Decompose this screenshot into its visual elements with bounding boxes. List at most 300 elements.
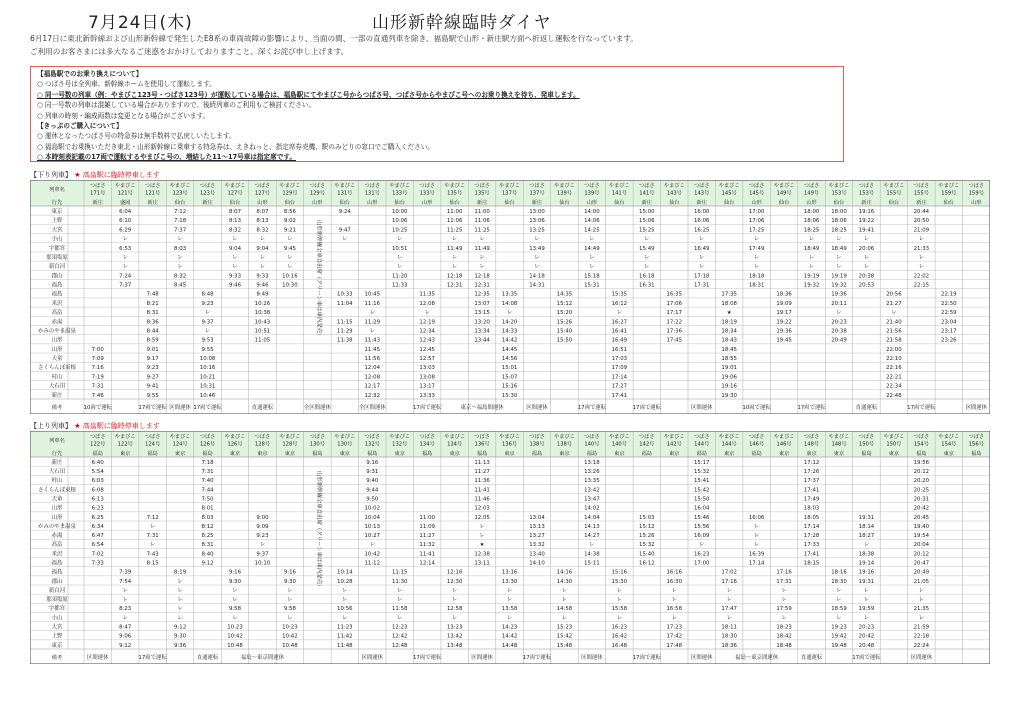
train-destination: 東京: [833, 451, 845, 457]
timetable-cell: [666, 338, 682, 344]
svg-text:8:12: 8:12: [201, 523, 214, 530]
timetable-cell: [776, 338, 792, 344]
svg-text:11:32: 11:32: [419, 542, 435, 549]
svg-text:14:49: 14:49: [584, 245, 600, 252]
svg-text:12:17: 12:17: [364, 383, 381, 390]
timetable-cell: [859, 227, 875, 233]
svg-text:13:27: 13:27: [529, 533, 545, 540]
train-number: 148号: [803, 441, 820, 448]
svg-text:16:00: 16:00: [693, 208, 710, 215]
svg-text:19:22: 19:22: [776, 319, 792, 326]
timetable-cell: [809, 255, 814, 261]
svg-text:12:31: 12:31: [446, 282, 463, 289]
svg-text:17:37: 17:37: [803, 478, 820, 485]
svg-text:レ: レ: [397, 236, 403, 243]
timetable-cell: [200, 374, 216, 380]
timetable-cell: [776, 570, 792, 576]
station-name: 郡山: [51, 578, 63, 585]
train-number: 130号: [337, 441, 353, 448]
svg-text:22:16: 22:16: [886, 365, 902, 372]
up-caption-label: 【上り列車】: [30, 422, 72, 430]
train-note: 17両で運転: [138, 655, 167, 661]
svg-text:レ: レ: [918, 254, 925, 261]
timetable-cell: [584, 469, 600, 475]
station-name: 村山: [51, 478, 63, 485]
train-note: 直通運転: [196, 655, 219, 661]
timetable-cell: [282, 273, 298, 279]
svg-text:8:59: 8:59: [146, 337, 159, 344]
svg-text:レ: レ: [232, 264, 238, 271]
station-name: 上野: [51, 218, 63, 225]
notice-heading-transfer: 【福島駅でのお乗り換えについて】: [37, 70, 143, 78]
timetable-cell: [639, 283, 655, 289]
timetable-cell: [749, 551, 765, 557]
timetable-cell: [119, 606, 131, 612]
timetable-cell: [342, 597, 347, 603]
notice-item-7: ○ 本時刻表記載の17両で運転するやまびこ号の、増結した11～17号車は指定席です。: [37, 153, 296, 162]
timetable-cell: [612, 338, 628, 344]
svg-text:11:36: 11:36: [474, 478, 490, 485]
timetable-cell: [200, 384, 216, 390]
train-number: 121号: [117, 190, 133, 197]
timetable-cell: [201, 347, 213, 353]
station-name: 大石田: [48, 383, 66, 390]
timetable-cell: [92, 393, 105, 399]
timetable-cell: [424, 310, 429, 316]
station-name: 小山: [51, 236, 63, 243]
timetable-cell: [886, 374, 902, 380]
train-destination: 仙台: [504, 200, 515, 206]
station-name: さくらんぼ東根: [38, 365, 76, 372]
timetable-cell: [392, 570, 408, 576]
train-note: 東京～福島間運休: [460, 405, 504, 411]
svg-text:11:49: 11:49: [446, 245, 463, 252]
timetable-cell: [364, 292, 380, 298]
svg-text:19:32: 19:32: [831, 282, 847, 289]
timetable-cell: [201, 515, 213, 521]
svg-text:17:35: 17:35: [721, 291, 737, 298]
timetable-cell: [287, 588, 292, 594]
timetable-cell: [502, 374, 518, 380]
timetable-cell: [284, 227, 296, 233]
timetable-cell: [474, 301, 490, 307]
svg-text:12:19: 12:19: [419, 319, 435, 326]
svg-text:17:47: 17:47: [721, 606, 737, 613]
intro-line-2: ご利用のお客さまには多大なるご迷惑をおかけしておりますこと、深くお詫び申し上げます。: [30, 47, 349, 56]
train-destination: 東京: [229, 451, 241, 457]
timetable-cell: [804, 478, 820, 484]
timetable-cell: [859, 533, 875, 539]
svg-text:9:12: 9:12: [174, 624, 187, 631]
timetable-cell: [914, 551, 930, 557]
train-name: やまびこ: [444, 183, 466, 189]
train-name: やまびこ: [444, 434, 466, 440]
timetable-cell: [859, 283, 875, 289]
timetable-cell: [392, 625, 408, 631]
train-destination: 新庄: [696, 200, 707, 206]
svg-text:15:03: 15:03: [639, 514, 655, 521]
timetable-cell: [92, 460, 105, 466]
svg-text:11:04: 11:04: [337, 300, 353, 307]
svg-text:9:50: 9:50: [366, 496, 379, 503]
timetable-cell: [804, 283, 820, 289]
svg-text:10:14: 10:14: [337, 569, 353, 576]
timetable-cell: [447, 634, 463, 640]
svg-text:23:26: 23:26: [941, 337, 957, 344]
svg-text:18:25: 18:25: [803, 227, 820, 234]
svg-text:14:25: 14:25: [584, 227, 600, 234]
timetable-cell: [776, 643, 792, 649]
svg-text:13:48: 13:48: [446, 642, 463, 649]
train-destination: 仙台: [339, 200, 351, 206]
train-name: やまびこ: [114, 434, 136, 440]
train-note: 17両で運転: [522, 655, 552, 661]
svg-text:19:01: 19:01: [721, 365, 737, 372]
svg-text:22:59: 22:59: [941, 310, 957, 317]
svg-text:14:33: 14:33: [501, 328, 518, 335]
svg-text:18:23: 18:23: [776, 624, 792, 631]
timetable-cell: [721, 292, 737, 298]
svg-text:8:48: 8:48: [201, 291, 214, 298]
svg-text:13:58: 13:58: [501, 606, 518, 613]
svg-text:17:06: 17:06: [666, 300, 683, 307]
timetable-cell: [529, 524, 545, 530]
train-destination: 東京: [943, 451, 955, 457]
svg-text:レ: レ: [342, 615, 348, 622]
svg-text:13:04: 13:04: [529, 514, 545, 521]
timetable-cell: [666, 570, 682, 576]
svg-text:8:23: 8:23: [119, 606, 132, 613]
timetable-cell: [229, 570, 242, 576]
train-destination: 仙台: [614, 200, 625, 206]
timetable-cell: [284, 579, 297, 585]
timetable-cell: [119, 218, 132, 224]
timetable-cell: [392, 246, 408, 252]
timetable-cell: [557, 310, 573, 316]
train-name: つばさ: [89, 183, 106, 189]
timetable-cell: [914, 533, 930, 539]
timetable-cell: [804, 506, 820, 512]
down-timetable: [30, 180, 990, 414]
timetable-cell: [914, 506, 930, 512]
star-icon: ★: [74, 171, 81, 179]
station-name: 大宮: [51, 227, 63, 234]
timetable-cell: [776, 606, 792, 612]
timetable-cell: [831, 227, 847, 233]
train-destination: 仙台: [559, 200, 570, 206]
svg-text:12:03: 12:03: [474, 505, 490, 512]
timetable-cell: [699, 255, 704, 261]
svg-text:11:35: 11:35: [419, 291, 435, 298]
station-name: さくらんぼ東根: [38, 487, 76, 494]
train-name: やまびこ: [938, 434, 960, 440]
train-name: つばさ: [364, 183, 381, 189]
train-name: つばさ: [419, 183, 435, 189]
svg-text:レ: レ: [863, 597, 870, 604]
svg-text:レ: レ: [149, 523, 156, 530]
notice-item-3: ○ 同一号数の列車は混雑している場合がありますので、後続列車のご利用もご検討ください。: [37, 101, 316, 110]
timetable-cell: [447, 283, 463, 289]
train-number: 146号: [776, 441, 792, 448]
train-destination: 福島: [586, 451, 598, 457]
svg-text:17:12: 17:12: [803, 459, 820, 466]
svg-text:20:06: 20:06: [858, 245, 875, 252]
timetable-cell: [694, 469, 710, 475]
svg-text:22:18: 22:18: [913, 633, 930, 640]
train-number: 140号: [584, 441, 600, 448]
svg-text:14:08: 14:08: [501, 300, 518, 307]
down-label-train: 列車名: [49, 187, 65, 193]
svg-text:レ: レ: [177, 606, 183, 613]
timetable-cell: [721, 634, 737, 640]
svg-text:9:23: 9:23: [146, 365, 159, 372]
train-name: やまびこ: [663, 434, 685, 440]
timetable-cell: [419, 524, 435, 530]
svg-text:16:41: 16:41: [611, 328, 628, 335]
train-name: やまびこ: [169, 183, 191, 189]
timetable-cell: [859, 625, 875, 631]
svg-text:22:48: 22:48: [886, 392, 902, 399]
timetable-cell: [147, 301, 159, 307]
timetable-cell: [337, 292, 353, 298]
timetable-cell: [337, 301, 353, 307]
timetable-cell: [941, 301, 957, 307]
train-name: やまびこ: [608, 434, 630, 440]
svg-text:14:48: 14:48: [501, 642, 518, 649]
train-note: 17両で運転: [632, 405, 662, 411]
svg-text:レ: レ: [836, 597, 842, 604]
timetable-cell: [479, 524, 484, 530]
svg-text:レ: レ: [753, 533, 760, 540]
svg-text:7:18: 7:18: [201, 459, 214, 466]
down-label-note: 備考: [51, 405, 63, 411]
svg-text:11:00: 11:00: [474, 208, 490, 215]
svg-text:7:40: 7:40: [201, 478, 214, 485]
svg-text:15:26: 15:26: [639, 533, 655, 540]
svg-text:18:06: 18:06: [831, 218, 847, 225]
timetable-cell: [831, 301, 847, 307]
svg-text:19:31: 19:31: [858, 578, 875, 585]
station-name: 大石田: [48, 469, 66, 476]
timetable-cell: [639, 227, 655, 233]
train-name: つばさ: [693, 434, 710, 440]
timetable-cell: [864, 597, 869, 603]
svg-text:7:31: 7:31: [201, 469, 214, 476]
svg-text:7:12: 7:12: [174, 208, 187, 215]
svg-text:レ: レ: [397, 615, 403, 622]
svg-text:19:48: 19:48: [831, 642, 847, 649]
svg-text:レ: レ: [726, 615, 732, 622]
timetable-cell: [366, 478, 379, 484]
timetable-cell: [804, 218, 820, 224]
train-name: つばさ: [639, 434, 655, 440]
timetable-cell: [392, 634, 408, 640]
svg-text:16:31: 16:31: [639, 282, 655, 289]
timetable-cell: [201, 551, 214, 557]
timetable-cell: [177, 588, 182, 594]
timetable-cell: [529, 551, 545, 557]
timetable-cell: [474, 319, 490, 325]
station-name: かみのやま温泉: [38, 523, 76, 530]
svg-text:19:16: 19:16: [721, 383, 737, 390]
train-number: 146号: [749, 441, 765, 448]
timetable-cell: [474, 487, 490, 493]
svg-text:レ: レ: [534, 236, 540, 243]
timetable-cell: [831, 218, 847, 224]
train-name: つばさ: [913, 183, 930, 189]
svg-text:レ: レ: [232, 615, 238, 622]
svg-text:13:03: 13:03: [419, 365, 435, 372]
svg-text:レ: レ: [753, 542, 760, 549]
timetable-cell: [284, 570, 297, 576]
svg-text:レ: レ: [863, 542, 870, 549]
svg-text:15:26: 15:26: [556, 319, 573, 326]
svg-text:レ: レ: [451, 236, 458, 243]
svg-text:21:35: 21:35: [913, 606, 930, 613]
timetable-cell: [397, 597, 402, 603]
timetable-cell: [914, 497, 930, 503]
svg-text:17:36: 17:36: [666, 328, 683, 335]
svg-text:9:09: 9:09: [256, 523, 269, 530]
timetable-cell: [92, 551, 104, 557]
svg-text:17:14: 17:14: [611, 374, 628, 381]
timetable-cell: [914, 469, 930, 475]
timetable-cell: [339, 227, 351, 233]
timetable-cell: [754, 255, 759, 261]
train-destination: 新庄: [202, 200, 213, 206]
timetable-cell: [92, 524, 105, 530]
svg-text:18:38: 18:38: [858, 551, 875, 558]
svg-text:レ: レ: [342, 587, 348, 594]
svg-text:10:42: 10:42: [227, 633, 243, 640]
timetable-cell: [502, 625, 518, 631]
svg-text:レ: レ: [836, 264, 842, 271]
svg-text:17:23: 17:23: [666, 624, 683, 631]
svg-text:17:42: 17:42: [666, 633, 683, 640]
timetable-cell: [452, 255, 457, 261]
timetable-cell: [612, 579, 628, 585]
train-destination: 福島: [367, 451, 378, 457]
train-name: つばさ: [419, 434, 435, 440]
svg-text:12:31: 12:31: [474, 282, 490, 289]
station-name: 天童: [51, 356, 63, 363]
svg-text:18:48: 18:48: [776, 642, 792, 649]
svg-text:6:23: 6:23: [91, 505, 104, 512]
svg-text:レ: レ: [836, 310, 842, 317]
timetable-cell: [229, 273, 241, 279]
timetable-cell: [337, 643, 353, 649]
train-number: 131号: [364, 190, 380, 197]
timetable-cell: [584, 460, 600, 466]
station-name: 上野: [51, 633, 63, 640]
train-name: つばさ: [584, 183, 600, 189]
notice-item-6: ○ 福島駅でお乗換いただき東北・山形新幹線に乗車する特急券は、えきねっと、指定席券売機、駅のみどりの窓口でご購入ください。: [37, 142, 434, 151]
svg-text:8:07: 8:07: [228, 208, 242, 215]
svg-text:11:27: 11:27: [474, 469, 490, 476]
train-number: 140号: [611, 441, 627, 448]
timetable-cell: [672, 588, 677, 594]
svg-text:16:06: 16:06: [693, 218, 710, 225]
timetable-cell: [557, 634, 573, 640]
timetable-cell: [256, 524, 269, 530]
timetable-cell: [92, 506, 104, 512]
timetable-cell: [804, 542, 820, 548]
timetable-cell: [694, 227, 710, 233]
timetable-cell: [419, 515, 435, 521]
timetable-cell: [392, 579, 408, 585]
svg-text:12:08: 12:08: [364, 374, 381, 381]
station-name: 宇都宮: [48, 245, 66, 252]
svg-text:7:31: 7:31: [146, 533, 159, 540]
train-note: 区間運休: [581, 655, 603, 661]
timetable-cell: [201, 524, 213, 530]
svg-text:レ: レ: [177, 615, 183, 622]
svg-text:16:25: 16:25: [693, 227, 710, 234]
train-number: 124号: [172, 441, 188, 448]
timetable-cell: [364, 515, 380, 521]
svg-text:9:02: 9:02: [283, 218, 296, 225]
train-destination: 福島: [421, 451, 433, 457]
svg-text:10:51: 10:51: [391, 245, 408, 252]
timetable-cell: [831, 643, 847, 649]
timetable-cell: [864, 255, 869, 261]
svg-text:レ: レ: [616, 587, 623, 594]
train-number: 136号: [501, 441, 518, 448]
svg-text:13:42: 13:42: [584, 487, 600, 494]
timetable-cell: [337, 338, 353, 344]
svg-text:11:56: 11:56: [364, 356, 381, 363]
svg-text:レ: レ: [836, 236, 842, 243]
train-number: 159号: [941, 190, 957, 197]
svg-text:16:23: 16:23: [611, 624, 628, 631]
train-destination: 東京: [449, 451, 460, 457]
down-caption-note: 高畠駅に臨時停車します: [82, 171, 160, 179]
svg-text:レ: レ: [177, 597, 183, 604]
train-name: つばさ: [639, 183, 655, 189]
svg-text:9:55: 9:55: [201, 346, 214, 353]
svg-text:7:31: 7:31: [91, 383, 104, 390]
svg-text:レ: レ: [726, 587, 732, 594]
svg-text:レ: レ: [479, 533, 485, 540]
timetable-cell: [672, 615, 677, 621]
station-name: 福島: [51, 560, 63, 567]
train-destination: 福島: [696, 451, 707, 457]
train-number: 159号: [968, 190, 984, 197]
timetable-cell: [474, 227, 490, 233]
timetable-cell: [666, 301, 682, 307]
train-destination: 仙台: [723, 200, 735, 206]
svg-text:11:05: 11:05: [254, 337, 271, 344]
svg-text:8:31: 8:31: [201, 542, 214, 549]
timetable-cell: [534, 264, 539, 270]
svg-text:9:04: 9:04: [228, 245, 242, 252]
svg-text:6:25: 6:25: [91, 514, 104, 521]
svg-text:20:56: 20:56: [886, 291, 902, 298]
svg-text:レ: レ: [808, 236, 815, 243]
train-name: やまびこ: [663, 183, 685, 189]
timetable-cell: [150, 524, 155, 530]
svg-text:レ: レ: [699, 236, 705, 243]
train-destination: 東京: [806, 451, 817, 457]
timetable-cell: [419, 393, 435, 399]
timetable-cell: [721, 301, 737, 307]
timetable-cell: [119, 283, 131, 289]
svg-text:20:49: 20:49: [831, 337, 847, 344]
timetable-cell: [644, 237, 649, 243]
timetable-cell: [914, 570, 930, 576]
svg-text:7:37: 7:37: [119, 282, 132, 289]
timetable-cell: [534, 237, 539, 243]
